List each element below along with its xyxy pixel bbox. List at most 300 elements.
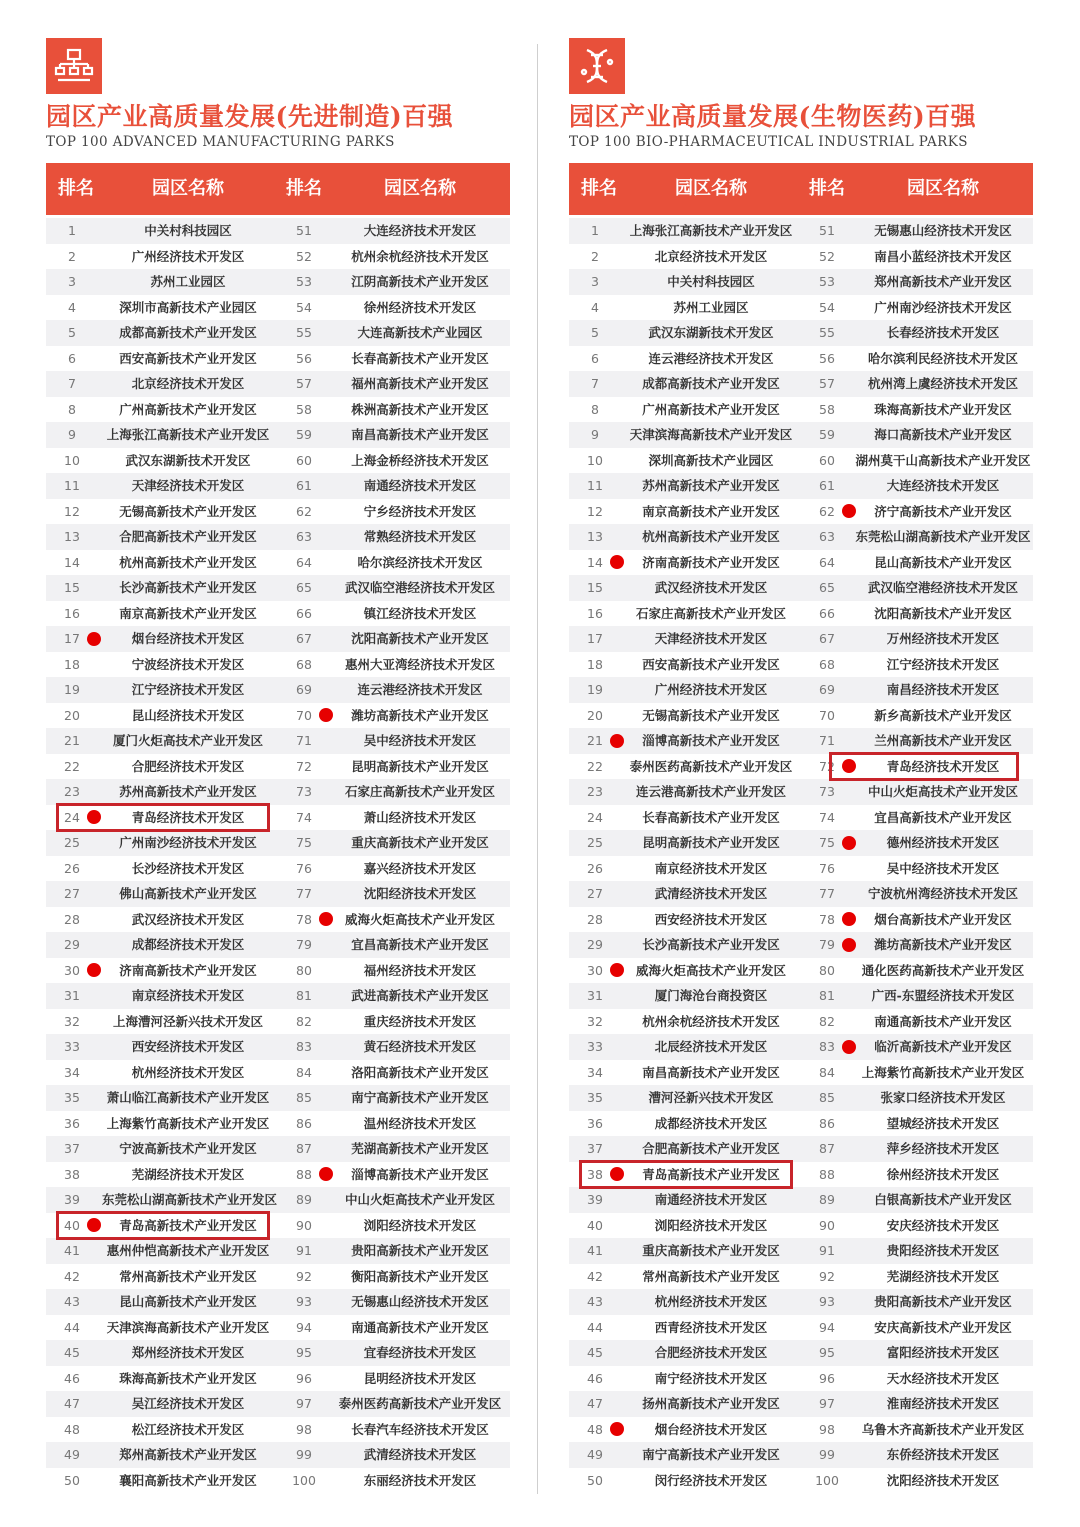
park-name-cell: 合肥经济技术开发区 (654, 1345, 768, 1360)
table-row (569, 1136, 1033, 1162)
rank-cell: 24 (587, 809, 603, 825)
park-name-cell: 杭州高新技术产业开发区 (119, 554, 257, 570)
park-name-cell: 深圳市高新技术产业园区 (119, 299, 257, 315)
park-name-cell: 漕河泾新兴技术开发区 (648, 1090, 774, 1105)
park-name-cell: 南通经济技术开发区 (363, 478, 477, 493)
park-name-cell: 宁波杭州湾经济技术开发区 (867, 886, 1018, 901)
table-row (46, 473, 510, 499)
park-name-cell: 大连经济技术开发区 (363, 223, 477, 238)
table-row (569, 652, 1033, 678)
park-name-cell: 长沙经济技术开发区 (131, 860, 245, 876)
table-row (569, 830, 1033, 856)
park-name-cell: 武清经济技术开发区 (654, 886, 768, 901)
rank-cell: 27 (587, 886, 603, 901)
park-name-cell: 张家口经济技术开发区 (880, 1090, 1006, 1105)
rank-cell: 32 (64, 1013, 80, 1029)
rank-cell: 23 (64, 784, 80, 799)
park-name-cell: 武汉临空港经济技术开发区 (867, 580, 1018, 595)
table-row (46, 550, 510, 576)
park-name-cell: 北辰经济技术开发区 (654, 1039, 768, 1054)
table-row (569, 1340, 1033, 1366)
park-name-cell: 苏州工业园区 (150, 274, 226, 289)
rank-cell: 45 (587, 1345, 603, 1360)
rank-cell: 68 (819, 656, 835, 672)
park-name-cell: 济南高新技术产业开发区 (642, 554, 780, 570)
park-name-cell: 长春高新技术产业开发区 (642, 809, 780, 825)
table-row (569, 1289, 1033, 1315)
rank-cell: 8 (591, 401, 599, 417)
table-row (569, 932, 1033, 958)
rank-cell: 90 (296, 1217, 312, 1233)
rank-cell: 100 (815, 1472, 839, 1488)
table-row (569, 1468, 1033, 1494)
rank-cell: 11 (64, 478, 80, 493)
park-name-cell: 无锡高新技术产业开发区 (642, 707, 780, 723)
rank-cell: 36 (587, 1115, 603, 1131)
panel-subtitle: TOP 100 BIO-PHARMACEUTICAL INDUSTRIAL PARKS (569, 134, 968, 150)
rank-cell: 62 (296, 503, 312, 519)
park-name-cell: 东丽经济技术开发区 (363, 1472, 477, 1488)
rank-cell: 67 (296, 631, 312, 646)
table-row (569, 779, 1033, 805)
park-name-cell: 广州高新技术产业开发区 (119, 401, 257, 417)
park-name-cell: 武清经济技术开发区 (363, 1447, 477, 1462)
park-name-cell: 温州经济技术开发区 (363, 1115, 477, 1131)
table-row (46, 1009, 510, 1035)
park-name-cell: 临沂高新技术产业开发区 (874, 1039, 1012, 1054)
rank-cell: 78 (296, 911, 312, 927)
rank-cell: 42 (587, 1268, 603, 1284)
rank-cell: 96 (296, 1370, 312, 1386)
table-row (569, 295, 1033, 321)
park-name-cell: 德州经济技术开发区 (886, 835, 1000, 850)
rank-cell: 30 (587, 962, 603, 978)
park-name-cell: 青岛高新技术产业开发区 (642, 1166, 780, 1182)
table-row (46, 932, 510, 958)
table-row (46, 346, 510, 372)
park-name-cell: 连云港经济技术开发区 (357, 682, 483, 697)
rank-cell: 93 (296, 1294, 312, 1309)
rank-cell: 72 (296, 758, 312, 774)
rank-cell: 59 (819, 427, 835, 442)
park-name-cell: 中山火炬高技术产业开发区 (344, 1192, 495, 1207)
park-name-cell: 珠海高新技术产业开发区 (874, 401, 1012, 417)
rank-cell: 3 (591, 274, 599, 289)
park-name-cell: 东侨经济技术开发区 (886, 1447, 1000, 1462)
park-name-cell: 济南高新技术产业开发区 (119, 962, 257, 978)
rank-cell: 66 (819, 605, 835, 621)
park-name-cell: 哈尔滨经济技术开发区 (357, 554, 483, 570)
park-name-cell: 江宁经济技术开发区 (131, 682, 245, 697)
table-row (46, 524, 510, 550)
park-name-cell: 天津滨海高新技术产业开发区 (106, 1319, 270, 1335)
park-name-cell: 厦门海沧台商投资区 (654, 988, 768, 1003)
rank-cell: 65 (296, 580, 312, 595)
rank-cell: 83 (296, 1039, 312, 1054)
park-name-cell: 武汉经济技术开发区 (131, 911, 245, 927)
park-name-cell: 南京经济技术开发区 (131, 988, 245, 1003)
rank-cell: 7 (68, 376, 76, 391)
rank-cell: 61 (819, 478, 835, 493)
park-name-cell: 青岛经济技术开发区 (886, 758, 1000, 774)
park-name-cell: 贵阳高新技术产业开发区 (351, 1243, 489, 1258)
park-name-cell: 襄阳高新技术产业开发区 (119, 1472, 257, 1488)
table-row (46, 1162, 510, 1188)
table-row (569, 550, 1033, 576)
table-row (569, 448, 1033, 474)
table-row (46, 499, 510, 525)
park-name-cell: 潍坊高新技术产业开发区 (874, 937, 1012, 952)
park-name-cell: 闵行经济技术开发区 (654, 1472, 768, 1488)
rank-cell: 9 (68, 427, 76, 442)
park-name-cell: 芜湖经济技术开发区 (886, 1268, 1000, 1284)
rank-cell: 98 (819, 1421, 835, 1437)
rank-cell: 71 (296, 733, 312, 748)
park-name-cell: 沈阳高新技术产业开发区 (874, 605, 1012, 621)
park-name-cell: 惠州仲恺高新技术产业开发区 (106, 1243, 270, 1258)
park-name-cell: 杭州余杭经济技术开发区 (642, 1013, 780, 1029)
park-name-cell: 天津经济技术开发区 (131, 478, 245, 493)
park-name-cell: 黄石经济技术开发区 (363, 1039, 477, 1054)
table-row (569, 1391, 1033, 1417)
park-name-cell: 杭州余杭经济技术开发区 (351, 248, 489, 264)
rank-cell: 6 (68, 350, 76, 366)
rank-cell: 29 (64, 937, 80, 952)
rank-cell: 84 (819, 1064, 835, 1080)
rank-cell: 98 (296, 1421, 312, 1437)
table-row (569, 397, 1033, 423)
rank-cell: 87 (296, 1141, 312, 1156)
table-header (46, 163, 510, 215)
table-row (569, 1060, 1033, 1086)
table-row (569, 473, 1033, 499)
qingdao-area-marker (610, 734, 624, 748)
park-name-cell: 镇江经济技术开发区 (363, 605, 477, 621)
rank-cell: 13 (587, 529, 603, 544)
park-name-cell: 江宁经济技术开发区 (886, 656, 1000, 672)
rank-cell: 60 (819, 452, 835, 468)
park-name-cell: 昆明高新技术产业开发区 (642, 835, 780, 850)
rank-column-header: 排名 (58, 178, 94, 199)
rank-cell: 92 (296, 1268, 312, 1284)
park-name-cell: 萧山临江高新技术产业开发区 (106, 1090, 270, 1105)
rank-cell: 2 (68, 248, 76, 264)
rank-cell: 66 (296, 605, 312, 621)
rank-cell: 48 (587, 1421, 603, 1437)
park-name-cell: 广西-东盟经济技术开发区 (871, 988, 1015, 1003)
table-row (46, 397, 510, 423)
park-name-cell: 海口高新技术产业开发区 (874, 427, 1012, 442)
park-name-cell: 宁乡经济技术开发区 (363, 503, 477, 519)
rank-cell: 54 (296, 299, 312, 315)
park-name-cell: 深圳高新技术产业园区 (648, 452, 774, 468)
panel-divider (537, 44, 538, 1494)
table-row (46, 830, 510, 856)
park-name-cell: 长沙高新技术产业开发区 (642, 937, 780, 952)
rank-cell: 43 (587, 1294, 603, 1309)
park-name-cell: 西安高新技术产业开发区 (642, 656, 780, 672)
park-name-cell: 上海漕河泾新兴技术开发区 (112, 1013, 263, 1029)
rank-cell: 89 (296, 1192, 312, 1207)
park-name-cell: 常熟经济技术开发区 (363, 529, 477, 544)
park-name-cell: 徐州经济技术开发区 (363, 299, 477, 315)
park-name-cell: 福州经济技术开发区 (363, 962, 477, 978)
highlight-box (829, 752, 1019, 782)
park-name-cell: 郑州高新技术产业开发区 (119, 1447, 257, 1462)
park-name-cell: 厦门火炬高技术产业开发区 (112, 733, 263, 748)
panel-title: 园区产业高质量发展(先进制造)百强 (46, 102, 454, 131)
rank-cell: 17 (64, 631, 80, 646)
rank-cell: 46 (587, 1370, 603, 1386)
park-name-column-header: 园区名称 (675, 178, 747, 199)
table-row (46, 244, 510, 270)
park-name-cell: 南通经济技术开发区 (654, 1192, 768, 1207)
rank-cell: 20 (64, 707, 80, 723)
rank-cell: 5 (591, 325, 599, 340)
rank-cell: 4 (68, 299, 76, 315)
rank-cell: 58 (819, 401, 835, 417)
park-name-cell: 苏州高新技术产业开发区 (119, 784, 257, 799)
park-name-column-header: 园区名称 (384, 178, 456, 199)
park-name-cell: 广州经济技术开发区 (131, 248, 245, 264)
park-name-cell: 安庆高新技术产业开发区 (874, 1319, 1012, 1335)
rank-cell: 28 (64, 911, 80, 927)
rank-column-header: 排名 (286, 178, 322, 199)
table-row (46, 1060, 510, 1086)
table-row (569, 244, 1033, 270)
rank-cell: 81 (819, 988, 835, 1003)
rank-cell: 99 (296, 1447, 312, 1462)
park-name-cell: 中关村科技园区 (667, 274, 755, 289)
table-row (46, 1034, 510, 1060)
park-name-cell: 烟台高新技术产业开发区 (874, 911, 1012, 927)
park-name-cell: 广州南沙经济技术开发区 (874, 299, 1012, 315)
rank-cell: 31 (64, 988, 80, 1003)
rank-cell: 44 (64, 1319, 80, 1335)
park-name-column-header: 园区名称 (152, 178, 224, 199)
rank-cell: 73 (296, 784, 312, 799)
rank-cell: 12 (64, 503, 80, 519)
advanced-manufacturing-panel (46, 38, 510, 1488)
table-row (569, 524, 1033, 550)
park-name-cell: 白银高新技术产业开发区 (874, 1192, 1012, 1207)
park-name-cell: 贵阳经济技术开发区 (886, 1243, 1000, 1258)
rank-cell: 51 (819, 223, 835, 238)
rank-cell: 60 (296, 452, 312, 468)
table-row (569, 677, 1033, 703)
rank-cell: 21 (587, 733, 603, 748)
park-name-cell: 济宁高新技术产业开发区 (874, 503, 1012, 519)
park-name-cell: 昆明经济技术开发区 (363, 1370, 477, 1386)
park-name-cell: 中山火炬高技术产业开发区 (867, 784, 1018, 799)
highlight-box (579, 1160, 793, 1190)
park-name-cell: 贵阳高新技术产业开发区 (874, 1294, 1012, 1309)
park-name-cell: 广州高新技术产业开发区 (642, 401, 780, 417)
rank-cell: 92 (819, 1268, 835, 1284)
park-name-cell: 长春高新技术产业开发区 (351, 350, 489, 366)
park-name-column-header: 园区名称 (907, 178, 979, 199)
table-row (569, 218, 1033, 244)
rank-cell: 95 (296, 1345, 312, 1360)
highlight-box (56, 803, 270, 833)
rank-cell: 62 (819, 503, 835, 519)
rank-cell: 96 (819, 1370, 835, 1386)
park-name-cell: 威海火炬高技术产业开发区 (635, 962, 786, 978)
table-row (46, 881, 510, 907)
rank-cell: 65 (819, 580, 835, 595)
rank-cell: 63 (296, 529, 312, 544)
rank-cell: 97 (296, 1396, 312, 1411)
rank-cell: 51 (296, 223, 312, 238)
park-name-cell: 洛阳高新技术产业开发区 (351, 1064, 489, 1080)
rank-cell: 55 (296, 325, 312, 340)
rank-cell: 53 (296, 274, 312, 289)
table-row (569, 575, 1033, 601)
park-name-cell: 宁波经济技术开发区 (131, 656, 245, 672)
table-row (569, 1238, 1033, 1264)
table-row (46, 1136, 510, 1162)
table-row (46, 1391, 510, 1417)
park-name-cell: 武汉经济技术开发区 (654, 580, 768, 595)
table-row (569, 1417, 1033, 1443)
park-name-cell: 广州南沙经济技术开发区 (119, 835, 257, 850)
table-row (569, 1315, 1033, 1341)
rank-cell: 76 (296, 860, 312, 876)
rank-cell: 27 (64, 886, 80, 901)
rank-cell: 37 (64, 1141, 80, 1156)
table-row (46, 652, 510, 678)
rank-cell: 94 (819, 1319, 835, 1335)
park-name-cell: 天津滨海高新技术产业开发区 (629, 427, 793, 442)
rank-cell: 45 (64, 1345, 80, 1360)
qingdao-area-marker (842, 1040, 856, 1054)
park-name-cell: 杭州经济技术开发区 (131, 1064, 245, 1080)
park-name-cell: 青岛经济技术开发区 (131, 809, 245, 825)
park-name-cell: 上海张江高新技术产业开发区 (629, 223, 793, 238)
park-name-cell: 佛山高新技术产业开发区 (119, 886, 257, 901)
park-name-cell: 宜春经济技术开发区 (363, 1345, 477, 1360)
park-name-cell: 成都经济技术开发区 (131, 937, 245, 952)
table-row (569, 703, 1033, 729)
rank-cell: 23 (587, 784, 603, 799)
park-name-cell: 上海紫竹高新技术产业开发区 (106, 1115, 270, 1131)
table-row (46, 601, 510, 627)
rank-cell: 21 (64, 733, 80, 748)
factory-network-icon (46, 38, 102, 94)
rank-cell: 18 (64, 656, 80, 672)
park-name-cell: 成都高新技术产业开发区 (642, 376, 780, 391)
rank-cell: 55 (819, 325, 835, 340)
park-name-cell: 天津经济技术开发区 (654, 631, 768, 646)
rank-cell: 50 (64, 1472, 80, 1488)
park-name-cell: 北京经济技术开发区 (131, 376, 245, 391)
park-name-cell: 威海火炬高技术产业开发区 (344, 911, 495, 927)
park-name-cell: 浏阳经济技术开发区 (363, 1217, 477, 1233)
rank-cell: 48 (64, 1421, 80, 1437)
rank-cell: 1 (68, 223, 76, 238)
park-name-cell: 浏阳经济技术开发区 (654, 1217, 768, 1233)
park-name-cell: 安庆经济技术开发区 (886, 1217, 1000, 1233)
table-row (569, 1187, 1033, 1213)
park-name-cell: 宁波高新技术产业开发区 (119, 1141, 257, 1156)
park-name-cell: 重庆高新技术产业开发区 (642, 1243, 780, 1258)
table-row (569, 1111, 1033, 1137)
table-row (569, 1442, 1033, 1468)
rank-cell: 6 (591, 350, 599, 366)
rank-cell: 40 (64, 1217, 80, 1233)
rank-cell: 75 (296, 835, 312, 850)
park-name-cell: 沈阳经济技术开发区 (363, 886, 477, 901)
rank-cell: 91 (296, 1243, 312, 1258)
table-row (46, 448, 510, 474)
table-row (46, 320, 510, 346)
rank-cell: 19 (64, 682, 80, 697)
rank-cell: 79 (819, 937, 835, 952)
rank-cell: 26 (587, 860, 603, 876)
rank-cell: 61 (296, 478, 312, 493)
park-name-cell: 无锡惠山经济技术开发区 (874, 223, 1012, 238)
rank-cell: 100 (292, 1472, 316, 1488)
rank-cell: 74 (819, 809, 835, 825)
table-row (46, 626, 510, 652)
rank-cell: 5 (68, 325, 76, 340)
park-name-cell: 苏州高新技术产业开发区 (642, 478, 780, 493)
park-name-cell: 南昌经济技术开发区 (886, 682, 1000, 697)
park-name-cell: 昆明高新技术产业开发区 (351, 758, 489, 774)
park-name-cell: 上海张江高新技术产业开发区 (106, 427, 270, 442)
park-name-cell: 萧山经济技术开发区 (363, 809, 477, 825)
rank-cell: 49 (587, 1447, 603, 1462)
table-row (46, 218, 510, 244)
park-name-cell: 萍乡经济技术开发区 (886, 1141, 1000, 1156)
park-name-cell: 徐州经济技术开发区 (886, 1166, 1000, 1182)
park-name-cell: 杭州经济技术开发区 (654, 1294, 768, 1309)
rank-cell: 69 (296, 682, 312, 697)
rank-cell: 20 (587, 707, 603, 723)
park-name-cell: 南昌高新技术产业开发区 (351, 427, 489, 442)
table-row (569, 422, 1033, 448)
rank-cell: 79 (296, 937, 312, 952)
table-row (46, 371, 510, 397)
rank-cell: 11 (587, 478, 603, 493)
table-row (569, 1034, 1033, 1060)
table-row (569, 881, 1033, 907)
park-name-cell: 郑州高新技术产业开发区 (874, 274, 1012, 289)
rank-cell: 88 (819, 1166, 835, 1182)
park-name-cell: 大连高新技术产业园区 (357, 325, 483, 340)
park-name-cell: 南京经济技术开发区 (654, 860, 768, 876)
rank-cell: 25 (587, 835, 603, 850)
table-row (569, 983, 1033, 1009)
rank-cell: 30 (64, 962, 80, 978)
table-row (569, 1366, 1033, 1392)
rank-cell: 24 (64, 809, 80, 825)
table-row (46, 728, 510, 754)
park-name-cell: 西安高新技术产业开发区 (119, 350, 257, 366)
park-name-cell: 芜湖经济技术开发区 (131, 1166, 245, 1182)
park-name-cell: 中关村科技园区 (144, 223, 232, 238)
rank-cell: 88 (296, 1166, 312, 1182)
park-name-cell: 沈阳高新技术产业开发区 (351, 631, 489, 646)
park-name-cell: 武汉东湖新技术开发区 (125, 452, 251, 468)
park-name-cell: 松江经济技术开发区 (131, 1421, 245, 1437)
rank-cell: 32 (587, 1013, 603, 1029)
park-name-cell: 烟台经济技术开发区 (654, 1421, 768, 1437)
park-name-cell: 南京高新技术产业开发区 (119, 605, 257, 621)
rank-cell: 97 (819, 1396, 835, 1411)
park-name-cell: 成都高新技术产业开发区 (119, 325, 257, 340)
park-name-cell: 江阴高新技术产业开发区 (351, 274, 489, 289)
